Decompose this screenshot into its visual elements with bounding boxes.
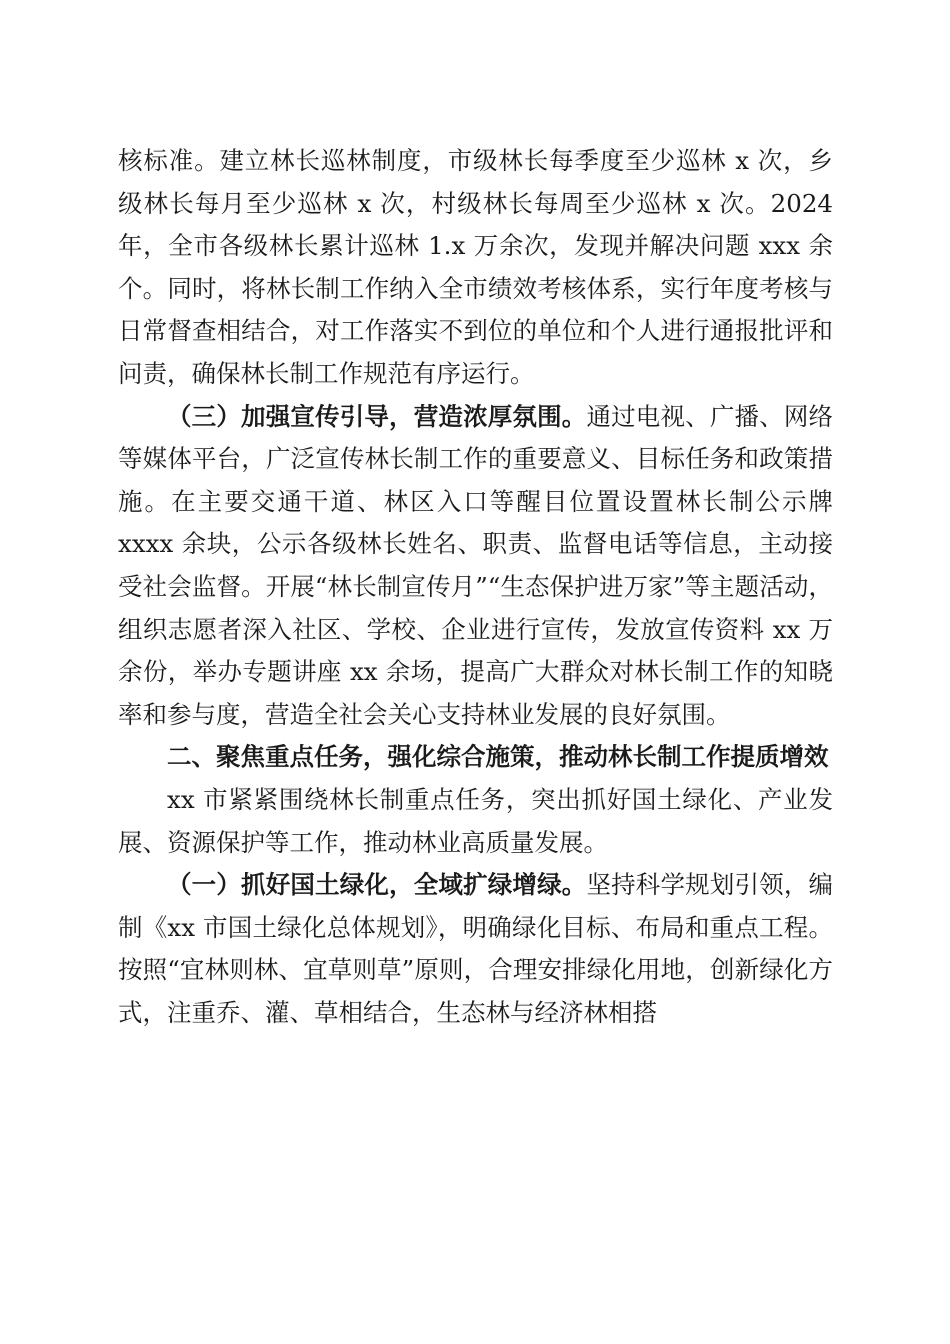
paragraph-greening bbox=[118, 864, 833, 1034]
paragraph-publicity bbox=[118, 396, 833, 737]
publicity-body: 通过电视、广播、网络等媒体平台，广泛宣传林长制工作的重要意义、目标任务和政策措施。在主要交通干道、林区入口等醒目位置设置林长制公示牌 xxxx 余块，公示各级林长姓名、职责、监督电话等信息，主动接受社会监督。开展“林长制宣传月”“生态保护进万家”等主题活动，组织志愿者深入社区、学校、企业进行宣传，发放宣传资料 xx 万余份，举办专题讲座 xx 余场，提高广大群众对林长制工作的知晓率和参与度，营造全社会关心支持林业发展的良好氛围。 bbox=[118, 401, 834, 729]
greening-lead: （一）抓好国土绿化，全域扩绿增绿。 bbox=[167, 870, 587, 900]
section-heading-2: 二、聚焦重点任务，强化综合施策，推动林长制工作提质增效 bbox=[167, 742, 829, 772]
document-body bbox=[118, 140, 833, 1034]
paragraph-section-intro: xx 市紧紧围绕林长制重点任务，突出抓好国土绿化、产业发展、资源保护等工作，推动林业高质量发展。 bbox=[118, 784, 833, 857]
paragraph-inspection-system: 核标准。建立林长巡林制度，市级林长每季度至少巡林 x 次，乡级林长每月至少巡林 x 次，村级林长每周至少巡林 x 次。2024 年，全市各级林长累计巡林 1.x 万余次，发现并解决问题 xxx 余个。同时，将林长制工作纳入全市绩效考核体系，实行年度考核与日常督查相结合，对工作落实不到位的单位和个人进行通报批评和问责，确保林长制工作规范有序运行。 bbox=[118, 146, 833, 388]
publicity-lead: （三）加强宣传引导，营造浓厚氛围。 bbox=[167, 401, 587, 431]
greening-body: 坚持科学规划引领，编制《xx 市国土绿化总体规划》，明确绿化目标、布局和重点工程。按照“宜林则林、宜草则草”原则，合理安排绿化用地，创新绿化方式，注重乔、灌、草相结合，生态林与经济林相搭 bbox=[118, 870, 834, 1027]
